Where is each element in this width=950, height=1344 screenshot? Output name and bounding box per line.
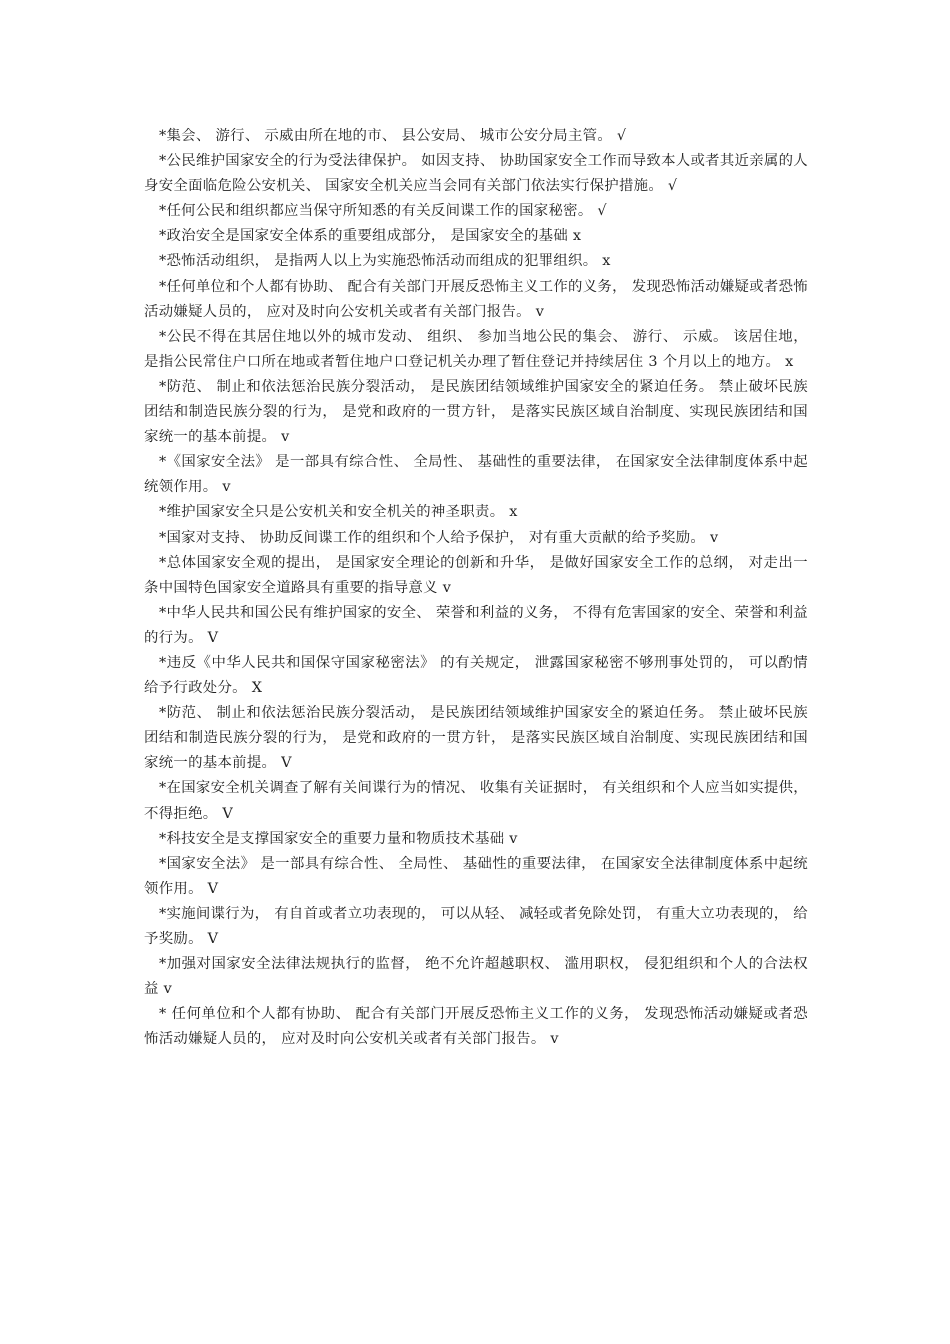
- statement-item: *在国家安全机关调查了解有关间谍行为的情况、 收集有关证据时， 有关组织和个人应当如实提供， 不得拒绝。 V: [144, 780, 808, 822]
- statement-item: *科技安全是支撑国家安全的重要力量和物质技术基础 v: [159, 830, 518, 847]
- statement-item: * 任何单位和个人都有协助、 配合有关部门开展反恐怖主义工作的义务， 发现恐怖活动嫌疑或者恐怖活动嫌疑人员的， 应对及时向公安机关或者有关部门报告。 v: [144, 1006, 808, 1048]
- statement-item: *实施间谍行为， 有自首或者立功表现的， 可以从轻、 减轻或者免除处罚， 有重大立功表现的， 给予奖励。 V: [144, 905, 808, 947]
- statement-item: *《国家安全法》 是一部具有综合性、 全局性、 基础性的重要法律， 在国家安全法律制度体系中起统领作用。 v: [144, 454, 808, 496]
- document-page: [144, 124, 808, 1052]
- statement-item: *总体国家安全观的提出， 是国家安全理论的创新和升华， 是做好国家安全工作的总纲， 对走出一条中国特色国家安全道路具有重要的指导意义 v: [144, 554, 808, 596]
- statement-item: *公民不得在其居住地以外的城市发动、 组织、 参加当地公民的集会、 游行、 示威。 该居住地， 是指公民常住户口所在地或者暂住地户口登记机关办理了暂住登记并持续居住 3 个月以上的地方。 x: [144, 328, 808, 370]
- statement-item: *政治安全是国家安全体系的重要组成部分， 是国家安全的基础 x: [159, 228, 582, 245]
- statement-item: *违反《中华人民共和国保守国家秘密法》 的有关规定， 泄露国家秘密不够刑事处罚的， 可以酌情给予行政处分。 X: [144, 654, 808, 697]
- statement-item: *任何公民和组织都应当保守所知悉的有关反间谍工作的国家秘密。 √: [159, 203, 607, 220]
- statement-item: *任何单位和个人都有协助、 配合有关部门开展反恐怖主义工作的义务， 发现恐怖活动嫌疑或者恐怖活动嫌疑人员的， 应对及时向公安机关或者有关部门报告。 v: [144, 278, 808, 320]
- statement-item: *国家对支持、 协助反间谍工作的组织和个人给予保护， 对有重大贡献的给予奖励。 v: [159, 529, 719, 546]
- statement-item: *防范、 制止和依法惩治民族分裂活动， 是民族团结领域维护国家安全的紧迫任务。 禁止破坏民族团结和制造民族分裂的行为， 是党和政府的一贯方针， 是落实民族区域自治制度、实现民族团结和国家统一的基本前提。 v: [144, 378, 808, 446]
- statement-item: *维护国家安全只是公安机关和安全机关的神圣职责。 x: [159, 504, 518, 521]
- statement-item: *防范、 制止和依法惩治民族分裂活动， 是民族团结领域维护国家安全的紧迫任务。 禁止破坏民族团结和制造民族分裂的行为， 是党和政府的一贯方针， 是落实民族区域自治制度、实现民族团结和国家统一的基本前提。 V: [144, 705, 808, 772]
- statement-item: *中华人民共和国公民有维护国家的安全、 荣誉和利益的义务， 不得有危害国家的安全、荣誉和利益的行为。 V: [144, 604, 808, 646]
- statement-item: *恐怖活动组织， 是指两人以上为实施恐怖活动而组成的犯罪组织。 x: [159, 253, 611, 270]
- statement-item: *国家安全法》 是一部具有综合性、 全局性、 基础性的重要法律， 在国家安全法律制度体系中起统领作用。 V: [144, 855, 808, 897]
- statement-item: *集会、 游行、 示威由所在地的市、 县公安局、 城市公安分局主管。 √: [159, 128, 627, 144]
- statement-item: *公民维护国家安全的行为受法律保护。 如因支持、 协助国家安全工作而导致本人或者其近亲属的人身安全面临危险公安机关、 国家安全机关应当会同有关部门依法实行保护措施。 √: [144, 153, 808, 195]
- statement-item: *加强对国家安全法律法规执行的监督， 绝不允许超越职权、 滥用职权， 侵犯组织和个人的合法权益 v: [144, 956, 808, 998]
